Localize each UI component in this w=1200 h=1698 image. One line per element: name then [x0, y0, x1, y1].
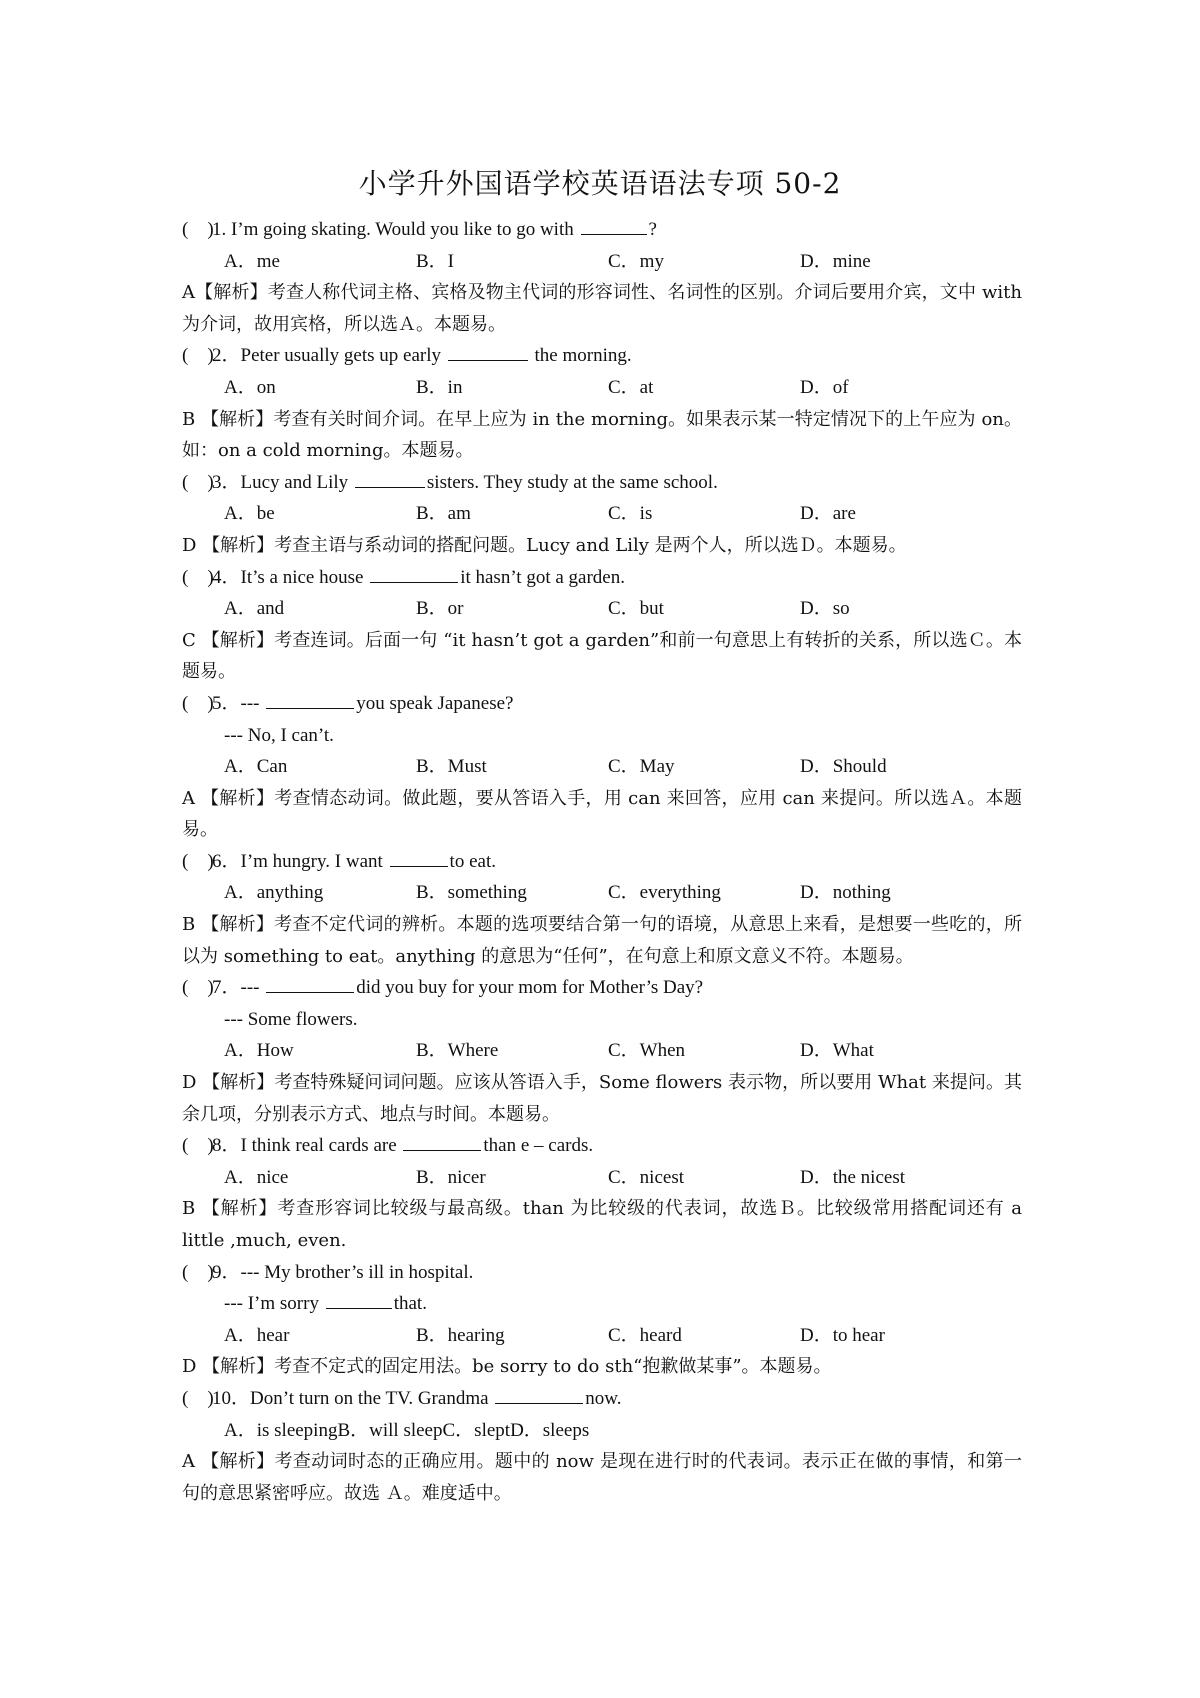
question-text: 2．Peter usually gets up early: [212, 345, 446, 367]
option-b: B．Where: [416, 1040, 499, 1062]
answer-paren: ( ): [182, 977, 214, 999]
question-stem: [182, 1257, 1022, 1289]
option-d: D．are: [800, 503, 856, 525]
question-text-end: ?: [648, 219, 657, 240]
answer-paren: ( ): [182, 1135, 214, 1157]
option-b: B．hearing: [416, 1324, 505, 1346]
option-c: C．at: [608, 376, 654, 398]
question-stem: [182, 1130, 1022, 1162]
question-text-end: did you buy for your mom for Mother’s Day?: [356, 977, 704, 999]
option-a: A．anything: [224, 882, 324, 904]
dialogue-line: --- Some flowers.: [224, 1008, 358, 1030]
question-text: 6．I’m hungry. I want: [212, 850, 388, 872]
question-text-end: it hasn’t got a garden.: [460, 566, 625, 588]
option-c: C．everything: [608, 882, 721, 904]
option-row: [182, 246, 1022, 278]
question-text: 10．Don’t turn on the TV. Grandma: [212, 1387, 494, 1409]
question-stem: [182, 1383, 1022, 1415]
dialogue-text: --- I’m sorry: [224, 1293, 324, 1315]
option-a: A．on: [224, 376, 276, 398]
explanation-text: B 【解析】考查形容词比较级与最高级。than 为比较级的代表词，故选Ｂ。比较级常用搭配词还有 a little ,much, even.: [182, 1198, 1022, 1251]
option-d: D．the nicest: [800, 1166, 906, 1188]
question-text-end: now.: [585, 1387, 622, 1409]
explanation-text: A 【解析】考查情态动词。做此题，要从答语入手，用 can 来回答，应用 can 来提问。所以选Ａ。本题易。: [182, 787, 1022, 841]
explanation-text: C 【解析】考查连词。后面一句 “it hasn’t got a garden”和前一句意思上有转折的关系，所以选Ｃ。本题易。: [182, 629, 1022, 683]
question-text: 5．---: [212, 692, 265, 714]
dialogue-line: --- No, I can’t.: [224, 724, 334, 746]
option-a: A．How: [224, 1040, 294, 1062]
explanation-text: B 【解析】考查不定代词的辨析。本题的选项要结合第一句的语境，从意思上来看，是想要一些吃的，所以为 something to eat。anything 的意思为“任何”，在句意上和原文意义不符。本题易。: [182, 914, 1022, 967]
option-c: C．slept: [442, 1419, 511, 1441]
answer-blank: [581, 217, 647, 235]
answer-blank: [326, 1291, 392, 1309]
option-d: D．What: [800, 1040, 874, 1062]
question-stem: [182, 688, 1022, 720]
option-d: D．so: [800, 598, 850, 620]
option-a: A．is sleeping: [224, 1419, 338, 1441]
page-title: 小学升外国语学校英语语法专项 50-2: [358, 167, 842, 200]
option-row: [182, 877, 1022, 909]
answer-blank: [266, 691, 354, 709]
option-row: [182, 372, 1022, 404]
explanation-text: D 【解析】考查不定式的固定用法。be sorry to do sth“抱歉做某事”。本题易。: [182, 1356, 832, 1378]
option-a: A．nice: [224, 1166, 289, 1188]
answer-paren: ( ): [182, 1261, 214, 1283]
question-text: 9．--- My brother’s ill in hospital.: [212, 1261, 474, 1283]
dialogue-text-end: that.: [393, 1293, 427, 1315]
option-c: C．heard: [608, 1324, 682, 1346]
question-stem: [182, 467, 1022, 499]
answer-blank: [448, 343, 528, 361]
option-d: D．Should: [800, 756, 887, 778]
answer-blank: [495, 1386, 583, 1404]
question-text: 7．---: [212, 977, 265, 999]
explanation-text: D 【解析】考查特殊疑问词问题。应该从答语入手，Some flowers 表示物，所以要用 What 来提问。其余几项，分别表示方式、地点与时间。本题易。: [182, 1072, 1022, 1125]
option-a: A．hear: [224, 1324, 290, 1346]
answer-paren: ( ): [182, 566, 214, 588]
answer-paren: ( ): [182, 219, 214, 240]
option-c: C．May: [608, 756, 675, 778]
answer-blank: [390, 849, 448, 867]
question-list: [182, 214, 1022, 1509]
option-b: B．nicer: [416, 1166, 486, 1188]
option-a: A．Can: [224, 756, 288, 778]
question-text-end: than e – cards.: [483, 1135, 594, 1157]
question-stem: [182, 562, 1022, 594]
question-stem: [182, 972, 1022, 1004]
answer-blank: [355, 470, 425, 488]
option-b: B．am: [416, 503, 471, 525]
option-b: B．something: [416, 882, 527, 904]
option-row: [182, 1415, 1022, 1447]
option-d: D．sleeps: [510, 1419, 590, 1441]
dialogue-line: [182, 1288, 1022, 1320]
answer-paren: ( ): [182, 471, 214, 493]
option-a: A．me: [224, 250, 280, 272]
question-text: 8．I think real cards are: [212, 1135, 402, 1157]
option-b: B．will sleep: [337, 1419, 443, 1441]
option-d: D．of: [800, 376, 849, 398]
option-c: C．When: [608, 1040, 686, 1062]
option-c: C．is: [608, 503, 653, 525]
answer-blank: [403, 1133, 481, 1151]
option-b: B．or: [416, 598, 464, 620]
answer-paren: ( ): [182, 850, 214, 872]
option-a: A．be: [224, 503, 275, 525]
option-a: A．and: [224, 598, 285, 620]
option-row: [182, 751, 1022, 783]
option-row: [182, 593, 1022, 625]
option-c: C．nicest: [608, 1166, 684, 1188]
option-b: B．Must: [416, 756, 487, 778]
answer-blank: [370, 565, 458, 583]
question-text: 3．Lucy and Lily: [212, 471, 353, 493]
answer-paren: ( ): [182, 345, 214, 367]
option-row: [182, 1035, 1022, 1067]
option-d: D．to hear: [800, 1324, 885, 1346]
question-stem: [182, 214, 1022, 246]
question-text-end: sisters. They study at the same school.: [426, 471, 718, 493]
option-row: [182, 1162, 1022, 1194]
question-text: 1. I’m going skating. Would you like to go with: [212, 219, 579, 240]
option-d: D．mine: [800, 250, 871, 272]
option-c: C．my: [608, 250, 664, 272]
explanation-text: A 【解析】考查动词时态的正确应用。题中的 now 是现在进行时的代表词。表示正在做的事情，和第一句的意思紧密呼应。故选 Ａ。难度适中。: [182, 1451, 1022, 1504]
answer-paren: ( ): [182, 1387, 214, 1409]
question-text: 4．It’s a nice house: [212, 566, 369, 588]
option-row: [182, 498, 1022, 530]
option-b: B．in: [416, 376, 463, 398]
question-stem: [182, 846, 1022, 878]
question-text-end: you speak Japanese?: [356, 692, 514, 714]
explanation-text: B 【解析】考查有关时间介词。在早上应为 in the morning。如果表示某一特定情况下的上午应为 on。如：on a cold morning。本题易。: [182, 408, 1022, 462]
explanation-text: D 【解析】考查主语与系动词的搭配问题。Lucy and Lily 是两个人，所以选Ｄ。本题易。: [182, 534, 907, 556]
answer-paren: ( ): [182, 692, 214, 714]
answer-blank: [266, 975, 354, 993]
option-b: B．I: [416, 250, 455, 272]
option-d: D．nothing: [800, 882, 891, 904]
question-text-end: the morning.: [529, 345, 632, 367]
option-row: [182, 1320, 1022, 1352]
explanation-text: A【解析】考查人称代词主格、宾格及物主代词的形容词性、名词性的区别。介词后要用介宾，文中 with 为介词，故用宾格，所以选Ａ。本题易。: [182, 282, 1022, 335]
question-text-end: to eat.: [449, 850, 496, 872]
question-stem: [182, 340, 1022, 372]
option-c: C．but: [608, 598, 664, 620]
